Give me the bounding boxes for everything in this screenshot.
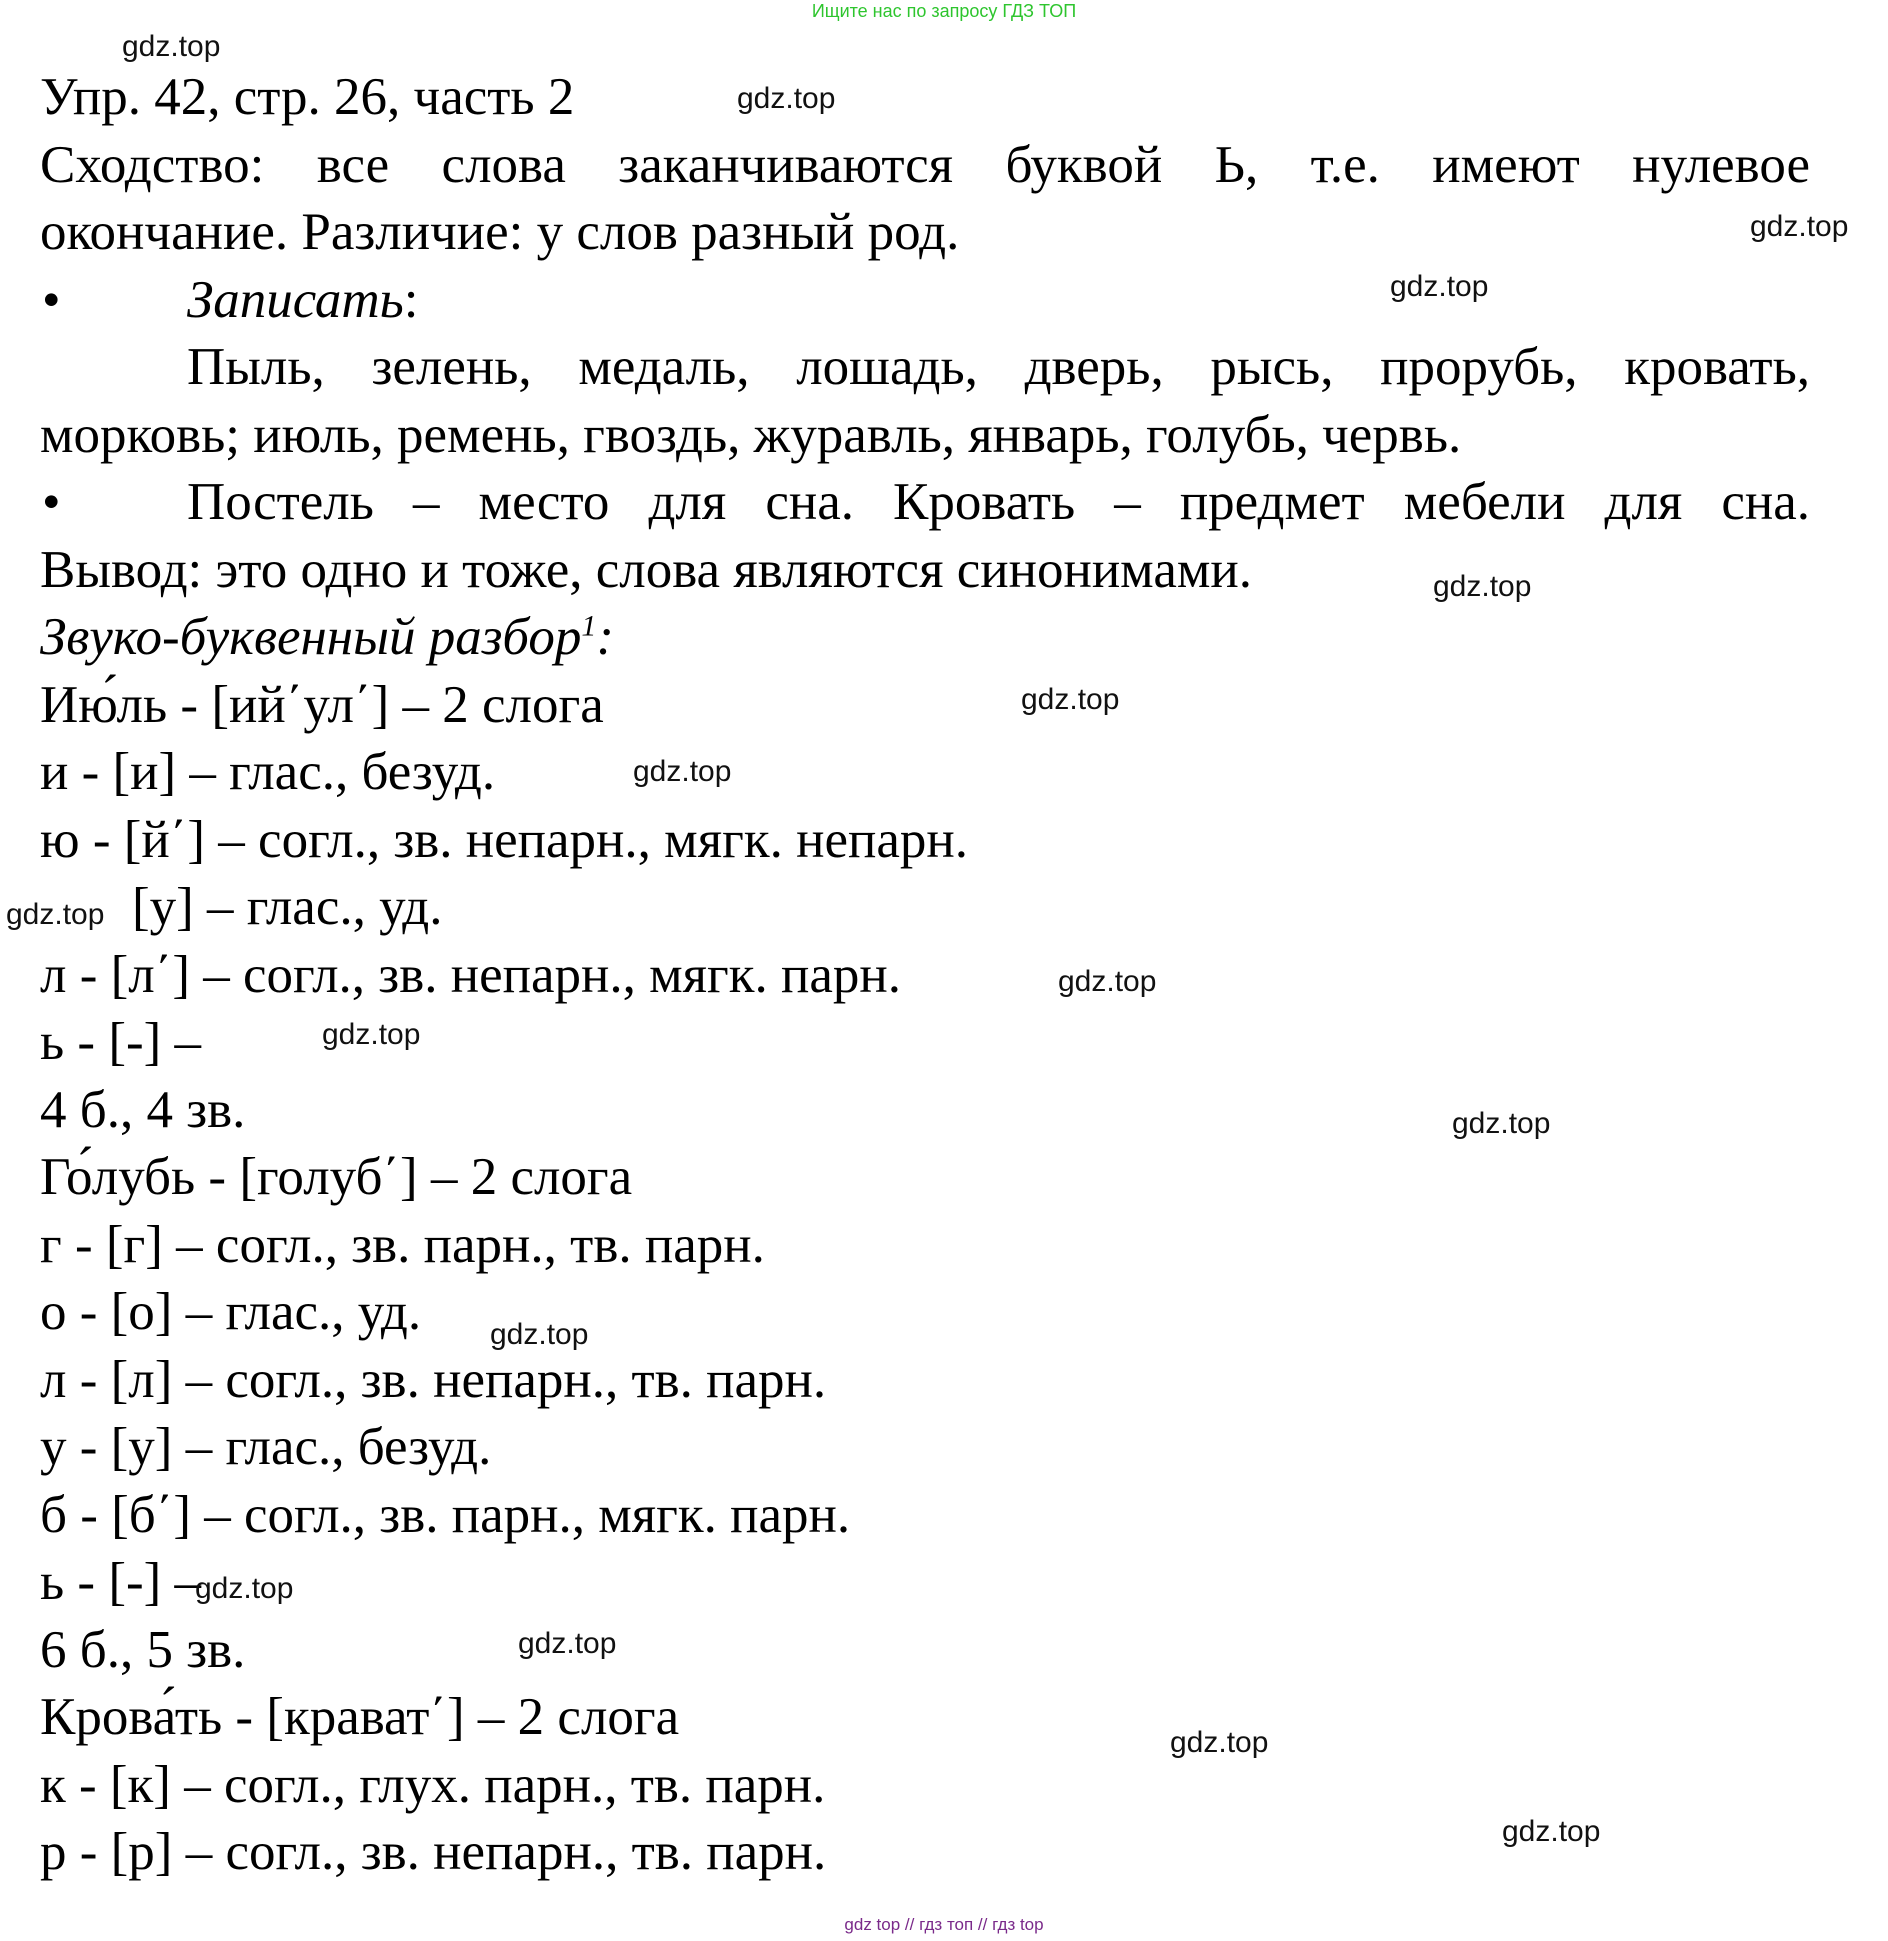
- analysis-line: г - [г] – согл., зв. парн., тв. парн.: [40, 1215, 765, 1274]
- watermark: gdz.top: [122, 30, 221, 63]
- write-label-text: Записать: [187, 270, 404, 329]
- words-line-2: морковь; июль, ремень, гвоздь, журавль, январь, голубь, червь.: [40, 405, 1462, 464]
- postel-line-1: Постель – место для сна. Кровать – предмет мебели для сна.: [187, 473, 1810, 531]
- watermark: gdz.top: [518, 1627, 617, 1660]
- analysis-line: 6 б., 5 зв.: [40, 1620, 246, 1679]
- bullet-icon: •: [42, 473, 61, 531]
- watermark: gdz.top: [1170, 1726, 1269, 1759]
- analysis-line: ю - [й΄] – согл., зв. непарн., мягк. непарн.: [40, 810, 968, 869]
- watermark: gdz.top: [737, 82, 836, 115]
- analysis-line: р - [р] – согл., зв. непарн., тв. парн.: [40, 1823, 827, 1881]
- analysis-line: л - [л] – согл., зв. непарн., тв. парн.: [40, 1350, 827, 1409]
- watermark: gdz.top: [1058, 965, 1157, 998]
- watermark: gdz.top: [1452, 1107, 1551, 1140]
- watermark: gdz.top: [1021, 683, 1120, 716]
- analysis-line: Го́лубь - [голуб΄] – 2 слога: [40, 1148, 633, 1206]
- write-label: [187, 267, 1810, 335]
- watermark: gdz.top: [322, 1018, 421, 1051]
- watermark: gdz.top: [1750, 210, 1849, 243]
- document-body: [40, 64, 1810, 1887]
- analysis-line: к - [к] – согл., глух. парн., тв. парн.: [40, 1755, 826, 1814]
- top-banner: Ищите нас по запросу ГДЗ ТОП: [811, 1, 1077, 21]
- watermark: gdz.top: [1390, 270, 1489, 303]
- watermark: gdz.top: [490, 1318, 589, 1351]
- analysis-line: б - [б΄] – согл., зв. парн., мягк. парн.: [40, 1485, 851, 1544]
- bullet-icon: •: [42, 270, 61, 329]
- watermark: gdz.top: [1502, 1815, 1601, 1848]
- analysis-line: 4 б., 4 зв.: [40, 1080, 246, 1139]
- analysis-line: Ию́ль - [ий΄ул΄] – 2 слога: [40, 675, 604, 734]
- similarity-line-1: Сходство: все слова заканчиваются буквой Ь, т.е. имеют нулевое: [40, 135, 1810, 194]
- analysis-line: л - [л΄] – согл., зв. непарн., мягк. парн.: [40, 945, 902, 1004]
- conclusion-line: Вывод: это одно и тоже, слова являются синонимами.: [40, 540, 1253, 599]
- analysis-line: у - [у] – глас., безуд.: [40, 1418, 492, 1476]
- analysis-heading-colon: :: [596, 608, 615, 666]
- write-colon: :: [403, 270, 419, 329]
- watermark: gdz.top: [633, 755, 732, 788]
- analysis-line: о - [о] – глас., уд.: [40, 1283, 422, 1341]
- analysis-line: ь - [-] –: [40, 1553, 202, 1611]
- watermark: gdz.top: [6, 898, 105, 931]
- analysis-line: ь - [-] –: [40, 1013, 202, 1071]
- postel-task-row: [40, 469, 1810, 537]
- analysis-heading-text: Звуко-буквенный разбор: [40, 608, 582, 666]
- watermark: gdz.top: [1433, 570, 1532, 603]
- words-line-1: Пыль, зелень, медаль, лошадь, дверь, рысь, прорубь, кровать,: [187, 338, 1810, 396]
- watermark: gdz.top: [195, 1572, 294, 1605]
- analysis-line: [у] – глас., уд.: [132, 878, 443, 936]
- analysis-line: и - [и] – глас., безуд.: [40, 743, 496, 801]
- similarity-line-2: окончание. Различие: у слов разный род.: [40, 203, 960, 261]
- analysis-heading: [40, 604, 1810, 672]
- write-task-row: [40, 267, 1810, 335]
- analysis-line: Крова́ть - [крават΄] – 2 слога: [40, 1688, 680, 1746]
- exercise-title: Упр. 42, стр. 26, часть 2: [40, 68, 575, 126]
- footer: gdz top // гдз топ // гдз top: [844, 1915, 1044, 1934]
- footnote-marker: 1: [581, 609, 597, 643]
